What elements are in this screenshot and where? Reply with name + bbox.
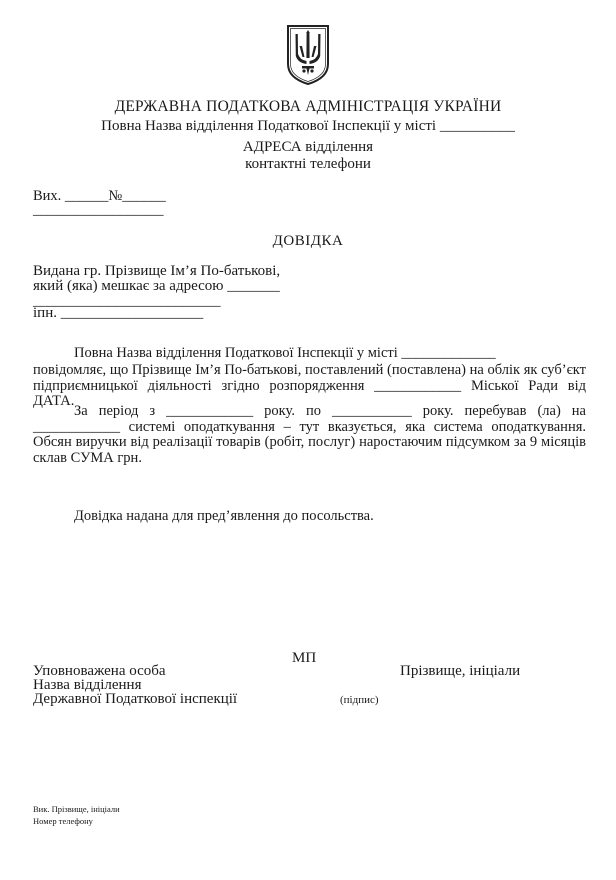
- paragraph-2-body: [33, 404, 586, 466]
- signature-label: (підпис): [340, 694, 379, 706]
- tax-inspection-label: Державної Податкової інспекції: [33, 691, 238, 707]
- paragraph-2-text: За період з ____________ року. по ___________ року. перебував (ла) на ____________ системі оподаткування – тут вказується, яка система оподаткування. Обсян виручки від реалізації товарів (робіт, послуг) наростаючим підсумком за 9 місяців склав СУМА грн.: [33, 403, 586, 466]
- authorized-person-label: Уповноважена особа: [33, 663, 166, 679]
- stamp-placeholder: МП: [292, 650, 317, 666]
- executor-label: Вик. Прізвище, ініціали: [33, 804, 120, 814]
- coat-of-arms-emblem: [285, 24, 331, 86]
- paragraph-3-text: Довідка надана для пред’явлення до посольства.: [74, 508, 374, 524]
- document-title: ДОВІДКА: [272, 233, 344, 249]
- executor-phone-label: Номер телефону: [33, 816, 93, 826]
- recipient-address-line: _________________________: [33, 293, 221, 309]
- administration-heading: ДЕРЖАВНА ПОДАТКОВА АДМІНІСТРАЦІЯ УКРАЇНИ: [114, 98, 502, 115]
- recipient-name: Видана гр. Прізвище Ім’я По-батькові,: [33, 263, 281, 279]
- name-initials-label: Прізвище, ініціали: [400, 663, 521, 679]
- outgoing-number: Вих. ______№______: [33, 188, 166, 204]
- department-address: АДРЕСА відділення: [242, 139, 374, 155]
- paragraph-1-first-line: Повна Назва відділення Податкової Інспекції у місті _____________: [74, 345, 496, 361]
- outgoing-date-line: __________________: [33, 202, 164, 218]
- department-name-label: Назва відділення: [33, 677, 142, 693]
- contact-phones: контактні телефони: [245, 156, 371, 172]
- paragraph-1-text: повідомляє, що Прізвище Ім’я По-батькові, поставлений (поставлена) на облік як суб’єкт підприємницької діяльності згідно розпорядження ____________ Міської Ради від ДАТА.: [33, 362, 586, 409]
- recipient-address-label: який (яка) мешкає за адресою _______: [33, 278, 280, 294]
- recipient-tax-id: іпн. ___________________: [33, 305, 204, 321]
- department-line: Повна Назва відділення Податкової Інспекції у місті __________: [101, 118, 515, 134]
